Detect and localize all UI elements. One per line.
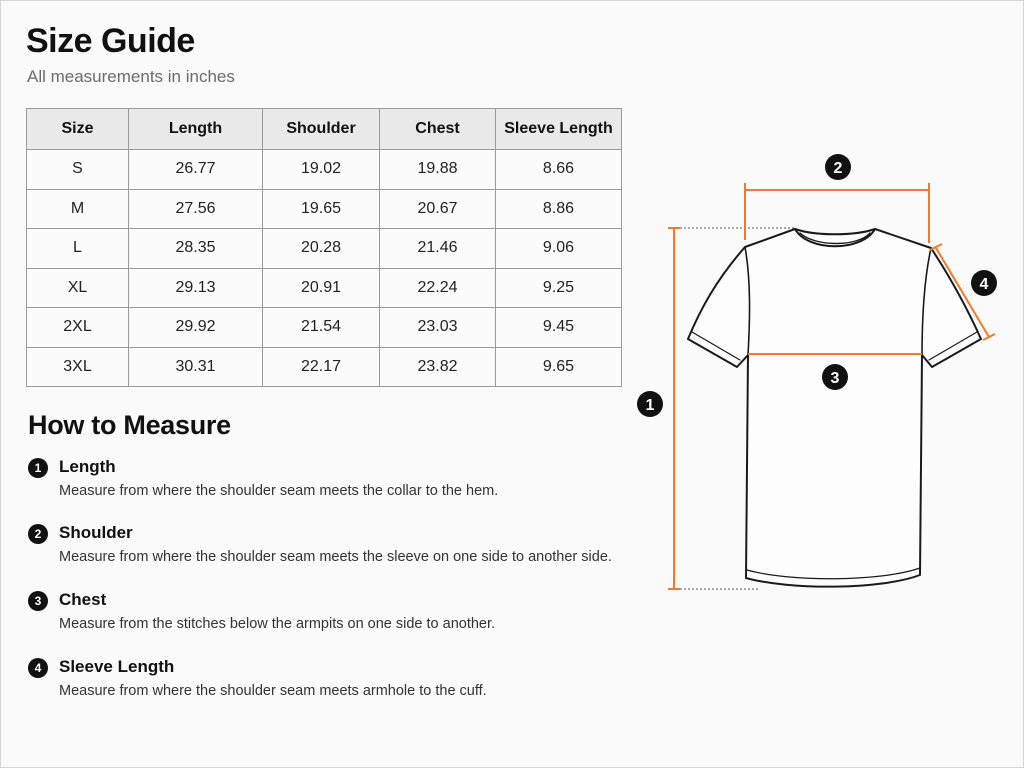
table-cell: 30.31 — [129, 347, 263, 387]
table-cell: 8.66 — [496, 150, 622, 190]
page-subtitle: All measurements in inches — [27, 67, 235, 86]
marker-2 — [825, 154, 851, 180]
table-cell: 20.91 — [263, 268, 380, 308]
svg-text:2: 2 — [833, 160, 843, 177]
header-shoulder: Shoulder — [263, 109, 380, 150]
table-cell: 9.45 — [496, 308, 622, 348]
step-number-badge: 4 — [28, 658, 48, 678]
table-cell: 9.06 — [496, 229, 622, 269]
table-cell: 28.35 — [129, 229, 263, 269]
table-cell: S — [27, 150, 129, 190]
table-cell: L — [27, 229, 129, 269]
how-to-measure-title: How to Measure — [28, 410, 231, 440]
svg-text:1: 1 — [645, 397, 655, 414]
table-cell: 3XL — [27, 347, 129, 387]
table-cell: 21.46 — [380, 229, 496, 269]
header-chest: Chest — [380, 109, 496, 150]
marker-1 — [637, 391, 663, 417]
header-length: Length — [129, 109, 263, 150]
step-description: Measure from where the shoulder seam meets armhole to the cuff. — [59, 683, 487, 699]
step-name: Sleeve Length — [59, 657, 175, 676]
tshirt-icon — [688, 229, 981, 587]
header-sleeve-length: Sleeve Length — [496, 109, 622, 150]
table-cell: 23.03 — [380, 308, 496, 348]
table-cell: 22.17 — [263, 347, 380, 387]
step-number-badge: 1 — [28, 458, 48, 478]
table-cell: 20.28 — [263, 229, 380, 269]
table-cell: XL — [27, 268, 129, 308]
table-cell: 20.67 — [380, 189, 496, 229]
step-number-badge: 3 — [28, 591, 48, 611]
table-cell: 2XL — [27, 308, 129, 348]
step-name: Length — [59, 457, 116, 476]
table-cell: 9.65 — [496, 347, 622, 387]
marker-4 — [971, 270, 997, 296]
table-cell: 8.86 — [496, 189, 622, 229]
step-name: Chest — [59, 590, 107, 609]
table-cell: 21.54 — [263, 308, 380, 348]
table-cell: M — [27, 189, 129, 229]
header-size: Size — [27, 109, 129, 150]
table-cell: 19.02 — [263, 150, 380, 190]
table-cell: 29.13 — [129, 268, 263, 308]
table-cell: 22.24 — [380, 268, 496, 308]
table-cell: 19.88 — [380, 150, 496, 190]
table-cell: 29.92 — [129, 308, 263, 348]
table-cell: 23.82 — [380, 347, 496, 387]
page-title: Size Guide — [26, 22, 195, 60]
table-cell: 26.77 — [129, 150, 263, 190]
step-description: Measure from the stitches below the armpits on one side to another. — [59, 616, 496, 632]
step-description: Measure from where the shoulder seam meets the collar to the hem. — [59, 483, 499, 499]
step-description: Measure from where the shoulder seam meets the sleeve on one side to another side. — [59, 549, 612, 565]
svg-text:4: 4 — [979, 276, 989, 293]
table-cell: 27.56 — [129, 189, 263, 229]
step-name: Shoulder — [59, 523, 133, 542]
table-cell: 9.25 — [496, 268, 622, 308]
marker-3 — [822, 364, 848, 390]
svg-text:3: 3 — [830, 370, 840, 387]
table-cell: 19.65 — [263, 189, 380, 229]
step-number-badge: 2 — [28, 524, 48, 544]
